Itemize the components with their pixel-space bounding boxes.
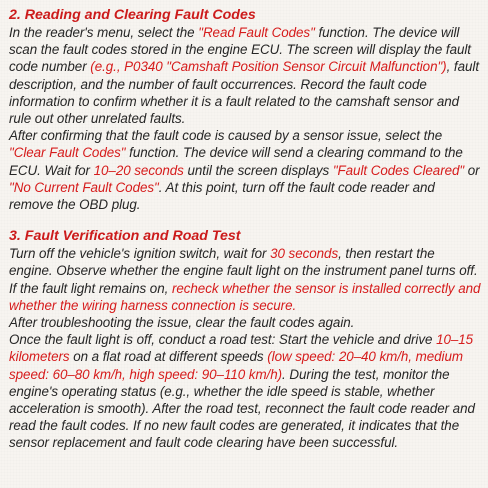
text-run: until the screen displays (183, 162, 333, 178)
text-run: Once the fault light is off, conduct a road test: Start the vehicle and drive (9, 332, 437, 348)
text-run: or (464, 162, 480, 178)
text-run: After troubleshooting the issue, clear the fault codes again. (9, 315, 355, 331)
paragraph (9, 24, 481, 127)
highlight-text-run: 10–20 seconds (93, 162, 184, 178)
text-run: In the reader's menu, select the (9, 25, 199, 40)
text-run: Turn off the vehicle's ignition switch, wait for (9, 246, 271, 262)
highlight-text-run: 10–15 kilometers (9, 332, 474, 365)
text-run: function. The device will scan the fault codes stored in the engine ECU. The screen will display the fault code number (9, 25, 471, 75)
section-reading-clearing (9, 6, 481, 213)
highlight-text-run: "Clear Fault Codes" (9, 145, 126, 161)
highlight-text-run: (e.g., P0340 "Camshaft Position Sensor Circuit Malfunction") (90, 59, 447, 75)
highlight-text-run: "No Current Fault Codes" (9, 179, 159, 195)
paragraph (9, 314, 481, 331)
highlight-text-run: "Read Fault Codes" (198, 25, 315, 40)
paragraph (9, 245, 481, 314)
highlight-text-run: recheck whether the sensor is installed correctly and whether the wiring harness connection is secure. (9, 280, 481, 313)
text-run: , then restart the engine. Observe whether the engine fault light on the instrument panel turns off. If the fault light remains on, (9, 246, 478, 296)
text-run: After confirming that the fault code is caused by a sensor issue, select the (9, 128, 443, 144)
highlight-text-run: 30 seconds (270, 246, 339, 262)
text-run: , fault description, and the number of fault occurrences. Record the fault code information to confirm whether it is a fault related to the camshaft sensor and rule out other unrelated faults. (9, 59, 479, 127)
paragraph (9, 331, 481, 451)
text-run: . At this point, turn off the fault code reader and remove the OBD plug. (9, 179, 435, 213)
highlight-text-run: "Fault Codes Cleared" (332, 162, 465, 178)
paragraph (9, 127, 481, 213)
highlight-text-run: (low speed: 20–40 km/h, medium speed: 60–80 km/h, high speed: 90–110 km/h) (9, 349, 463, 382)
text-run: . During the test, monitor the engine's operating status (e.g., whether the idle speed is stable, whether acceleration is smooth). After the road test, reconnect the fault code reader and read the fault codes. If no new fault codes are generated, it indicates that the sensor replacement and fault code clearing have been successful. (9, 366, 475, 451)
section-heading: 3. Fault Verification and Road Test (9, 228, 241, 245)
section-verification-road-test (9, 227, 481, 451)
section-heading: 2. Reading and Clearing Fault Codes (9, 7, 256, 23)
text-run: function. The device will send a clearing command to the ECU. Wait for (9, 145, 463, 178)
text-run: on a flat road at different speeds (69, 349, 268, 365)
